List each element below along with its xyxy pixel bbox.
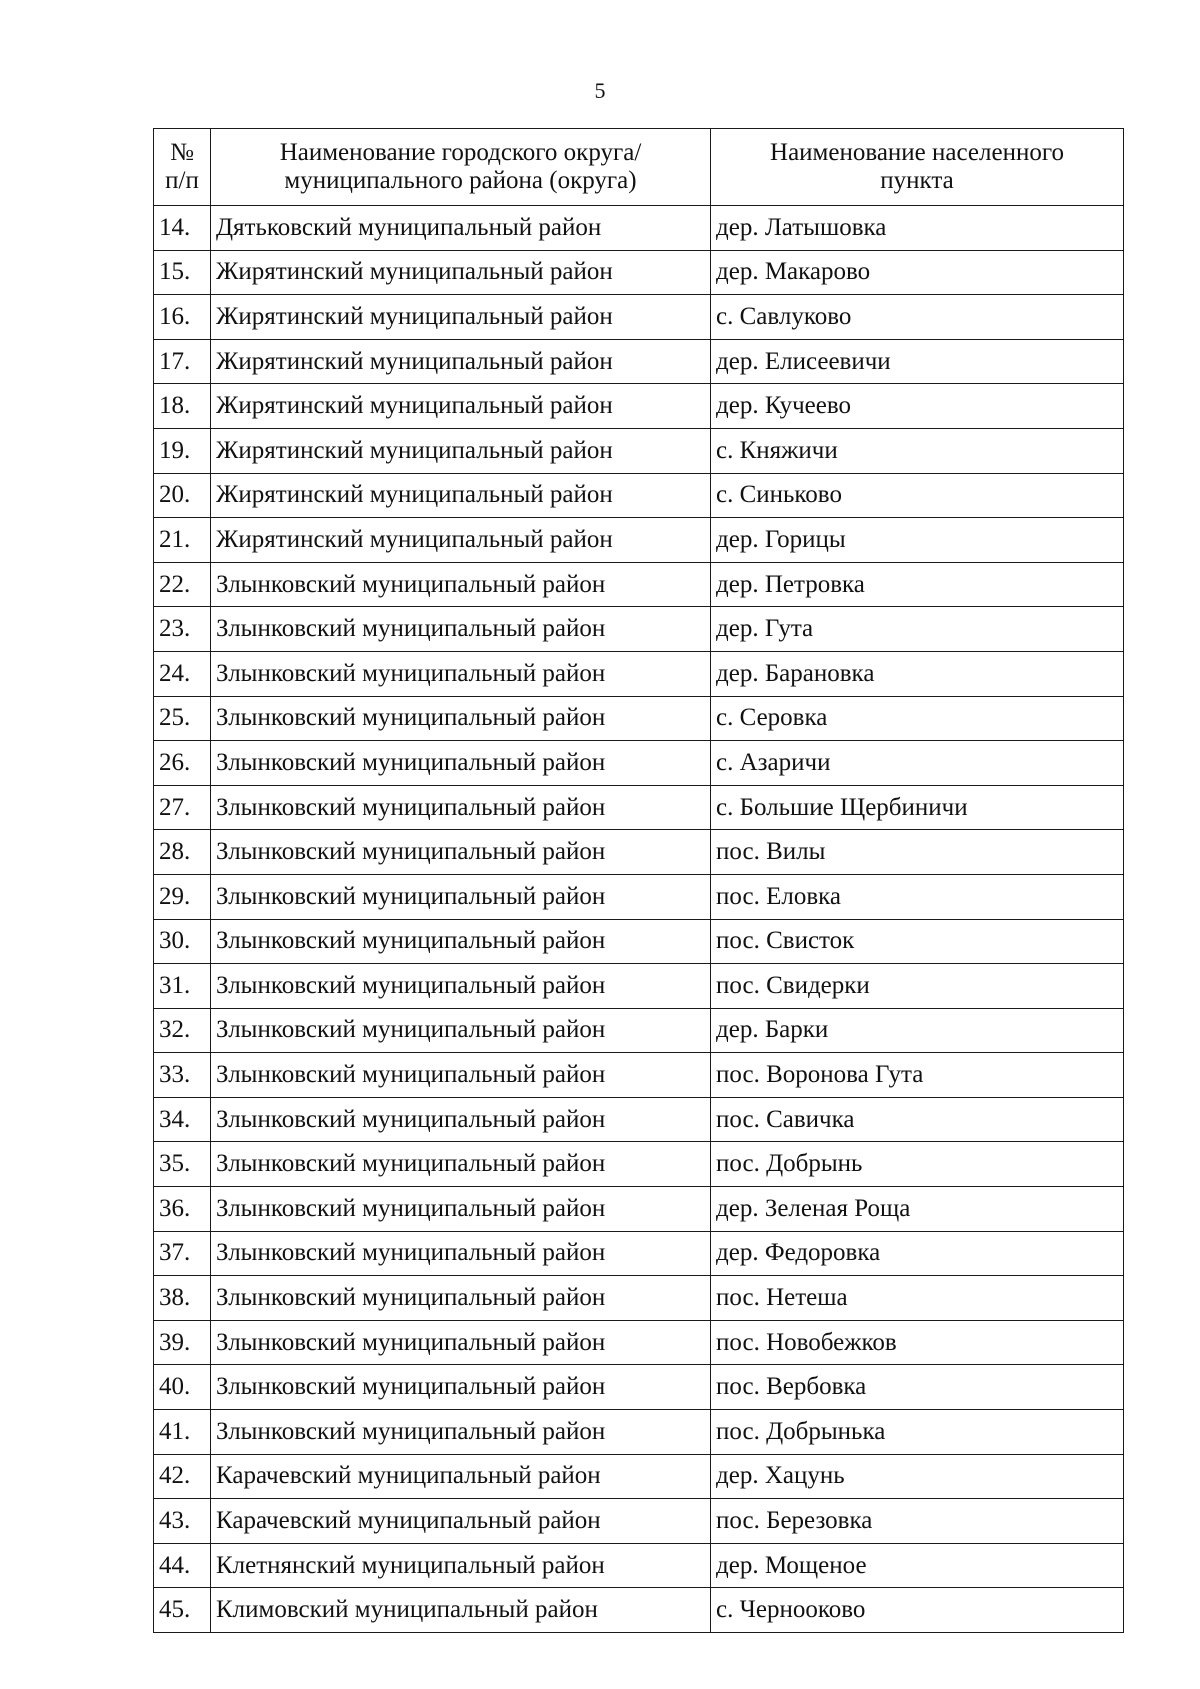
row-number-cell: 32. xyxy=(154,1008,211,1053)
district-cell: Карачевский муниципальный район xyxy=(211,1454,711,1499)
place-cell: с. Чернооково xyxy=(711,1588,1124,1633)
district-cell: Злынковский муниципальный район xyxy=(211,1410,711,1455)
table-row xyxy=(154,741,1124,786)
row-number-cell: 45. xyxy=(154,1588,211,1633)
table-row xyxy=(154,384,1124,429)
district-cell: Карачевский муниципальный район xyxy=(211,1499,711,1544)
district-cell: Дятьковский муниципальный район xyxy=(211,206,711,251)
row-number-cell: 36. xyxy=(154,1187,211,1232)
table-row xyxy=(154,428,1124,473)
table-row xyxy=(154,206,1124,251)
table-row xyxy=(154,1588,1124,1633)
table-row xyxy=(154,1365,1124,1410)
settlements-table xyxy=(153,128,1124,1633)
row-number-cell: 30. xyxy=(154,919,211,964)
place-cell: дер. Гута xyxy=(711,607,1124,652)
table-row xyxy=(154,785,1124,830)
row-number-cell: 41. xyxy=(154,1410,211,1455)
district-cell: Злынковский муниципальный район xyxy=(211,874,711,919)
district-cell: Злынковский муниципальный район xyxy=(211,1097,711,1142)
district-cell: Злынковский муниципальный район xyxy=(211,830,711,875)
row-number-cell: 39. xyxy=(154,1320,211,1365)
row-number-cell: 17. xyxy=(154,339,211,384)
table-row xyxy=(154,1499,1124,1544)
district-cell: Злынковский муниципальный район xyxy=(211,785,711,830)
district-cell: Жирятинский муниципальный район xyxy=(211,473,711,518)
district-cell: Злынковский муниципальный район xyxy=(211,696,711,741)
table-row xyxy=(154,250,1124,295)
place-cell: пос. Березовка xyxy=(711,1499,1124,1544)
district-cell: Злынковский муниципальный район xyxy=(211,1053,711,1098)
place-cell: дер. Кучеево xyxy=(711,384,1124,429)
row-number-cell: 21. xyxy=(154,518,211,563)
row-number-cell: 27. xyxy=(154,785,211,830)
table-row xyxy=(154,1097,1124,1142)
table-row xyxy=(154,1187,1124,1232)
district-cell: Злынковский муниципальный район xyxy=(211,1276,711,1321)
page-number: 5 xyxy=(594,78,606,103)
district-cell: Злынковский муниципальный район xyxy=(211,651,711,696)
district-cell: Жирятинский муниципальный район xyxy=(211,295,711,340)
district-cell: Жирятинский муниципальный район xyxy=(211,428,711,473)
district-cell: Злынковский муниципальный район xyxy=(211,964,711,1009)
table-row xyxy=(154,339,1124,384)
row-number-cell: 16. xyxy=(154,295,211,340)
table-row xyxy=(154,518,1124,563)
header-number-line2: п/п xyxy=(165,167,199,194)
place-cell: с. Большие Щербиничи xyxy=(711,785,1124,830)
row-number-cell: 44. xyxy=(154,1543,211,1588)
district-cell: Злынковский муниципальный район xyxy=(211,1320,711,1365)
table-row xyxy=(154,830,1124,875)
district-cell: Злынковский муниципальный район xyxy=(211,1365,711,1410)
district-cell: Злынковский муниципальный район xyxy=(211,562,711,607)
table-row xyxy=(154,651,1124,696)
district-cell: Злынковский муниципальный район xyxy=(211,741,711,786)
district-cell: Злынковский муниципальный район xyxy=(211,1231,711,1276)
row-number-cell: 33. xyxy=(154,1053,211,1098)
place-cell: с. Синьково xyxy=(711,473,1124,518)
place-cell: дер. Петровка xyxy=(711,562,1124,607)
table-row xyxy=(154,1008,1124,1053)
row-number-cell: 37. xyxy=(154,1231,211,1276)
district-cell: Жирятинский муниципальный район xyxy=(211,250,711,295)
place-cell: дер. Горицы xyxy=(711,518,1124,563)
row-number-cell: 15. xyxy=(154,250,211,295)
row-number-cell: 19. xyxy=(154,428,211,473)
district-cell: Злынковский муниципальный район xyxy=(211,1008,711,1053)
table-row xyxy=(154,473,1124,518)
place-cell: с. Серовка xyxy=(711,696,1124,741)
table-row xyxy=(154,696,1124,741)
row-number-cell: 34. xyxy=(154,1097,211,1142)
row-number-cell: 38. xyxy=(154,1276,211,1321)
table-header xyxy=(154,129,1124,206)
place-cell: дер. Латышовка xyxy=(711,206,1124,251)
table-row xyxy=(154,1410,1124,1455)
table-row xyxy=(154,295,1124,340)
place-cell: с. Савлуково xyxy=(711,295,1124,340)
table-row xyxy=(154,919,1124,964)
table-body xyxy=(154,206,1124,1633)
district-cell: Злынковский муниципальный район xyxy=(211,1142,711,1187)
row-number-cell: 35. xyxy=(154,1142,211,1187)
header-district-line1: Наименование городского округа/ xyxy=(279,139,642,166)
table-row xyxy=(154,1142,1124,1187)
place-cell: дер. Хацунь xyxy=(711,1454,1124,1499)
place-cell: пос. Добрынька xyxy=(711,1410,1124,1455)
table-row xyxy=(154,964,1124,1009)
place-cell: с. Княжичи xyxy=(711,428,1124,473)
header-number-line1: № xyxy=(170,139,194,166)
place-cell: пос. Свидерки xyxy=(711,964,1124,1009)
place-cell: пос. Воронова Гута xyxy=(711,1053,1124,1098)
header-district xyxy=(211,129,711,206)
table-row xyxy=(154,1454,1124,1499)
place-cell: дер. Зеленая Роща xyxy=(711,1187,1124,1232)
district-cell: Клетнянский муниципальный район xyxy=(211,1543,711,1588)
header-row xyxy=(154,129,1124,206)
place-cell: пос. Еловка xyxy=(711,874,1124,919)
district-cell: Жирятинский муниципальный район xyxy=(211,518,711,563)
table-row xyxy=(154,1543,1124,1588)
place-cell: дер. Мощеное xyxy=(711,1543,1124,1588)
header-place-line2: пункта xyxy=(880,167,954,194)
row-number-cell: 42. xyxy=(154,1454,211,1499)
header-district-line2: муниципального района (округа) xyxy=(284,167,637,194)
district-cell: Злынковский муниципальный район xyxy=(211,1187,711,1232)
place-cell: пос. Вербовка xyxy=(711,1365,1124,1410)
row-number-cell: 18. xyxy=(154,384,211,429)
table-row xyxy=(154,1320,1124,1365)
row-number-cell: 14. xyxy=(154,206,211,251)
place-cell: пос. Добрынь xyxy=(711,1142,1124,1187)
district-cell: Жирятинский муниципальный район xyxy=(211,384,711,429)
place-cell: дер. Федоровка xyxy=(711,1231,1124,1276)
header-number xyxy=(154,129,211,206)
table-row xyxy=(154,1231,1124,1276)
row-number-cell: 22. xyxy=(154,562,211,607)
place-cell: с. Азаричи xyxy=(711,741,1124,786)
district-cell: Жирятинский муниципальный район xyxy=(211,339,711,384)
row-number-cell: 26. xyxy=(154,741,211,786)
table-row xyxy=(154,874,1124,919)
table-row xyxy=(154,607,1124,652)
row-number-cell: 25. xyxy=(154,696,211,741)
table-row xyxy=(154,562,1124,607)
row-number-cell: 31. xyxy=(154,964,211,1009)
row-number-cell: 24. xyxy=(154,651,211,696)
header-place-line1: Наименование населенного xyxy=(770,139,1064,166)
header-place xyxy=(711,129,1124,206)
place-cell: пос. Нетеша xyxy=(711,1276,1124,1321)
district-cell: Злынковский муниципальный район xyxy=(211,607,711,652)
place-cell: дер. Елисеевичи xyxy=(711,339,1124,384)
row-number-cell: 40. xyxy=(154,1365,211,1410)
place-cell: пос. Новобежков xyxy=(711,1320,1124,1365)
row-number-cell: 28. xyxy=(154,830,211,875)
row-number-cell: 43. xyxy=(154,1499,211,1544)
row-number-cell: 23. xyxy=(154,607,211,652)
place-cell: дер. Барки xyxy=(711,1008,1124,1053)
place-cell: пос. Вилы xyxy=(711,830,1124,875)
place-cell: дер. Барановка xyxy=(711,651,1124,696)
district-cell: Климовский муниципальный район xyxy=(211,1588,711,1633)
table-row xyxy=(154,1053,1124,1098)
place-cell: пос. Савичка xyxy=(711,1097,1124,1142)
row-number-cell: 20. xyxy=(154,473,211,518)
table-row xyxy=(154,1276,1124,1321)
place-cell: дер. Макарово xyxy=(711,250,1124,295)
district-cell: Злынковский муниципальный район xyxy=(211,919,711,964)
place-cell: пос. Свисток xyxy=(711,919,1124,964)
row-number-cell: 29. xyxy=(154,874,211,919)
